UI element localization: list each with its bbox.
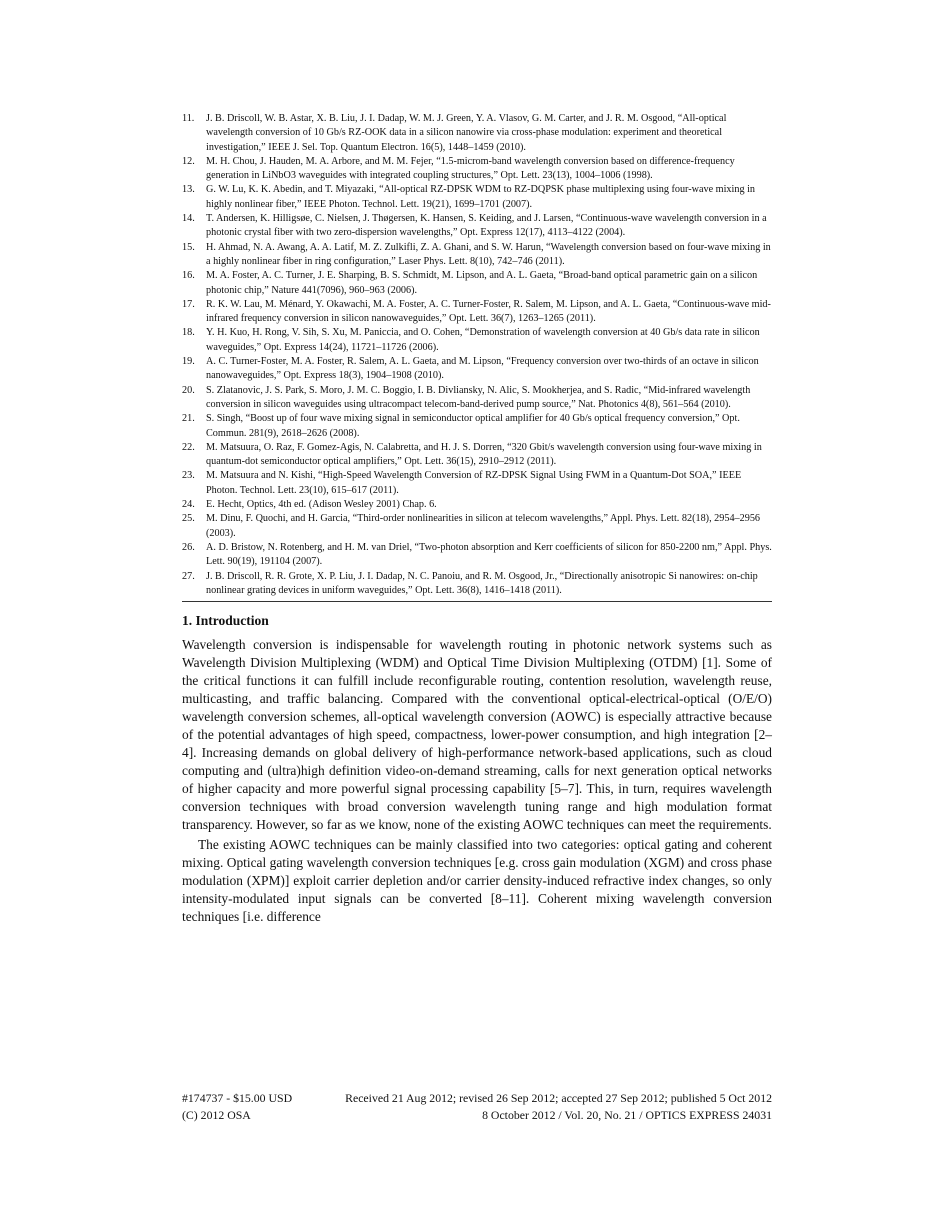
reference-number: 25. — [182, 513, 195, 525]
reference-text: A. C. Turner-Foster, M. A. Foster, R. Salem, A. L. Gaeta, and M. Lipson, “Frequency conversion over two-thirds of an octave in silicon nanowaveguides,” Opt. Express 18(3), 1904–1908 (2010). — [206, 356, 759, 382]
footer-copyright: (C) 2012 OSA — [182, 1108, 251, 1122]
reference-text: S. Singh, “Boost up of four wave mixing signal in semiconductor optical amplifier for 40 Gb/s optical frequency conversion,” Opt. Commun. 281(9), 2618–2626 (2008). — [206, 413, 740, 439]
page-footer — [182, 1090, 772, 1124]
reference-item — [182, 269, 772, 298]
reference-number: 24. — [182, 499, 195, 511]
section-divider — [182, 601, 772, 602]
reference-text: M. Matsuura, O. Raz, F. Gomez-Agis, N. Calabretta, and H. J. S. Dorren, “320 Gbit/s wavelength conversion using four-wave mixing in quantum-dot semiconductor optical amplifiers,” Opt. Lett. 36(15), 2910–2912 (2011). — [206, 441, 762, 468]
reference-text: G. W. Lu, K. K. Abedin, and T. Miyazaki, “All-optical RZ-DPSK WDM to RZ-DQPSK phase multiplexing using four-wave mixing in highly nonlinear fiber,” IEEE Photon. Technol. Lett. 19(21), 1699–1701 (2007). — [206, 184, 756, 210]
reference-number: 26. — [182, 541, 195, 553]
footer-journal: 8 October 2012 / Vol. 20, No. 21 / OPTICS EXPRESS 24031 — [482, 1108, 772, 1122]
reference-text: E. Hecht, Optics, 4th ed. (Adison Wesley 2001) Chap. 6. — [206, 499, 437, 511]
reference-text: M. Matsuura and N. Kishi, “High-Speed Wavelength Conversion of RZ-DPSK Signal Using FWM in a Quantum-Dot SOA,” IEEE Photon. Technol. Lett. 23(10), 615–617 (2011). — [206, 470, 742, 496]
reference-number: 17. — [182, 298, 195, 310]
reference-text: J. B. Driscoll, R. R. Grote, X. P. Liu, J. I. Dadap, N. C. Panoiu, and R. M. Osgood, Jr., “Directionally anisotropic Si nanowires: on-chip nonlinear grating devices in uniform waveguides,” Opt. Lett. 36(8), 1416–1418 (2011). — [206, 570, 758, 596]
reference-item — [182, 241, 772, 270]
reference-number: 13. — [182, 184, 195, 196]
reference-number: 12. — [182, 155, 195, 167]
reference-number: 18. — [182, 327, 195, 339]
reference-number: 23. — [182, 470, 195, 482]
reference-item — [182, 183, 772, 212]
reference-number: 19. — [182, 356, 195, 368]
reference-item — [182, 112, 772, 155]
reference-item — [182, 326, 772, 355]
reference-text: J. B. Driscoll, W. B. Astar, X. B. Liu, J. I. Dadap, W. M. J. Green, Y. A. Vlasov, G. M. Carter, and J. R. M. Osgood, “All-optical wavelength conversion of 10 Gb/s RZ-OOK data in a silicon nanowire via cross-phase modulation: experiment and theoretical investigation,” IEEE J. Sel. Top. Quantum Electron. 16(5), 1448–1459 (2010). — [206, 113, 727, 153]
reference-item — [182, 298, 772, 327]
reference-number: 22. — [182, 441, 195, 453]
reference-text: M. A. Foster, A. C. Turner, J. E. Sharping, B. S. Schmidt, M. Lipson, and A. L. Gaeta, “Broad-band optical parametric gain on a silicon photonic chip,” Nature 441(7096), 960–963 (2006). — [206, 270, 758, 296]
reference-item — [182, 570, 772, 599]
reference-number: 27. — [182, 570, 195, 582]
reference-item — [182, 212, 772, 241]
reference-text: M. H. Chou, J. Hauden, M. A. Arbore, and M. M. Fejer, “1.5-microm-band wavelength conversion based on difference-frequency generation in LiNbO3 waveguides with integrated coupling structures,” Opt. Lett. 23(13), 1004–1006 (1998). — [206, 155, 735, 182]
reference-number: 15. — [182, 241, 195, 253]
reference-item — [182, 441, 772, 470]
reference-number: 14. — [182, 213, 195, 225]
reference-number: 11. — [182, 113, 195, 124]
reference-number: 20. — [182, 384, 195, 396]
reference-list — [182, 112, 772, 598]
reference-number: 16. — [182, 270, 195, 282]
reference-text: T. Andersen, K. Hilligsøe, C. Nielsen, J. Thøgersen, K. Hansen, S. Keiding, and J. Larsen, “Continuous-wave wavelength conversion in a photonic crystal fiber with two zero-dispersion wavelengths,” Opt. Express 12(17), 4113–4122 (2004). — [206, 213, 767, 239]
reference-number: 21. — [182, 413, 195, 425]
reference-item — [182, 355, 772, 384]
section-title: 1. Introduction — [182, 613, 269, 629]
paper-page — [182, 112, 772, 926]
reference-text: A. D. Bristow, N. Rotenberg, and H. M. van Driel, “Two-photon absorption and Kerr coefficients of silicon for 850-2200 nm,” Appl. Phys. Lett. 90(19), 191104 (2007). — [206, 541, 772, 568]
reference-text: M. Dinu, F. Quochi, and H. Garcia, “Third-order nonlinearities in silicon at telecom wavelengths,” Appl. Phys. Lett. 82(18), 2954–2956 (2003). — [206, 513, 761, 539]
body-paragraph: The existing AOWC techniques can be mainly classified into two categories: optical gating and coherent mixing. Optical gating wavelength conversion techniques [e.g. cross gain modulation (XGM) and cross phase modulation (XPM)] exploit carrier depletion and/or carrier density-induced refractive index changes, so only intensity-modulated input signals can be converted [8–11]. Coherent mixing wavelength conversion techniques [i.e. difference — [182, 837, 772, 925]
body-paragraph: Wavelength conversion is indispensable for wavelength routing in photonic network systems such as Wavelength Division Multiplexing (WDM) and Optical Time Division Multiplexing (OTDM) [1]. Some of the critical functions it can fulfill include reconfigurable routing, contention resolution, wavelength reuse, multicasting, and traffic balancing. Compared with the conventional optical-electrical-optical (O/E/O) wavelength conversion schemes, all-optical wavelength conversion (AOWC) is especially attractive because of the potential advantages of high speed, compactness, lower-power consumption, and high integration [2–4]. Increasing demands on global delivery of high-performance network-based applications, such as cloud computing and (ultra)high definition video-on-demand streaming, calls for next generation optical networks of higher capacity and more powerful signal processing capability [5–7]. This, in turn, requires wavelength conversion techniques with broad conversion wavelength tuning range and high modulation format transparency. However, so far as we know, none of the existing AOWC techniques can meet the requirements. — [182, 637, 772, 833]
reference-item — [182, 384, 772, 413]
reference-text: S. Zlatanovic, J. S. Park, S. Moro, J. M. C. Boggio, I. B. Divliansky, N. Alic, S. Mookherjea, and S. Radic, “Mid-infrared wavelength conversion in silicon waveguides using ultracompact telecom-band-derived pump source,” Nat. Photonics 4(8), 561–564 (2010). — [206, 384, 751, 410]
reference-text: R. K. W. Lau, M. Ménard, Y. Okawachi, M. A. Foster, A. C. Turner-Foster, R. Salem, M. Lipson, and A. L. Gaeta, “Continuous-wave mid-infrared frequency conversion in silicon nanowaveguides,” Opt. Lett. 36(7), 1263–1265 (2011). — [206, 298, 771, 325]
reference-item — [182, 541, 772, 570]
reference-item — [182, 512, 772, 541]
reference-item — [182, 498, 772, 512]
footer-dates: Received 21 Aug 2012; revised 26 Sep 2012; accepted 27 Sep 2012; published 5 Oct 2012 — [345, 1091, 772, 1105]
reference-item — [182, 469, 772, 498]
footer-id-price: #174737 - $15.00 USD — [182, 1091, 293, 1105]
reference-text: Y. H. Kuo, H. Rong, V. Sih, S. Xu, M. Paniccia, and O. Cohen, “Demonstration of wavelength conversion at 40 Gb/s data rate in silicon waveguides,” Opt. Express 14(24), 11721–11726 (2006). — [206, 327, 760, 353]
reference-text: H. Ahmad, N. A. Awang, A. A. Latif, M. Z. Zulkifli, Z. A. Ghani, and S. W. Harun, “Wavelength conversion based on four-wave mixing in a highly nonlinear fiber in ring configuration,” Laser Phys. Lett. 8(10), 742–746 (2011). — [206, 241, 771, 267]
reference-item — [182, 412, 772, 441]
reference-item — [182, 155, 772, 184]
